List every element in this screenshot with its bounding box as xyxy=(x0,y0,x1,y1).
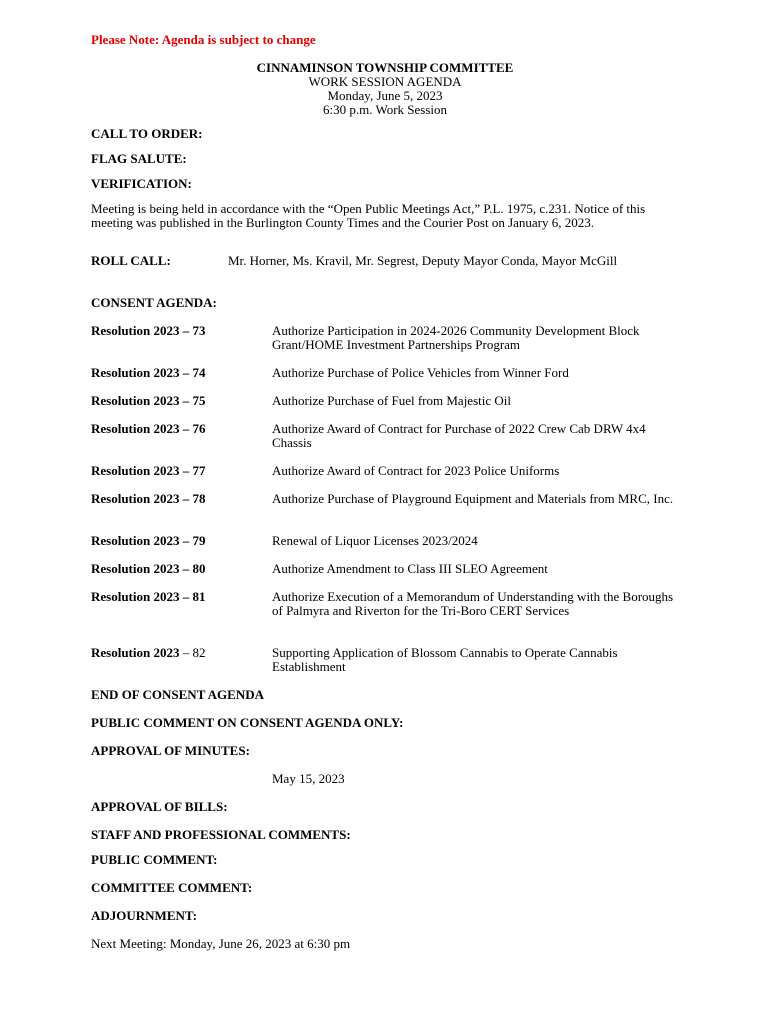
approval-minutes-heading: APPROVAL OF MINUTES: xyxy=(91,743,250,758)
minutes-date: May 15, 2023 xyxy=(272,771,345,786)
staff-comments-heading: STAFF AND PROFESSIONAL COMMENTS: xyxy=(91,827,351,842)
consent-agenda-heading: CONSENT AGENDA: xyxy=(91,295,217,310)
resolution-label-bold: Resolution 2023 xyxy=(91,645,180,660)
verification-heading: VERIFICATION: xyxy=(91,176,192,191)
public-comment-consent-heading: PUBLIC COMMENT ON CONSENT AGENDA ONLY: xyxy=(91,715,404,730)
meeting-date: Monday, June 5, 2023 xyxy=(327,88,443,103)
resolution-label: Resolution 2023 – 81 xyxy=(91,589,206,604)
next-meeting: Next Meeting: Monday, June 26, 2023 at 6:30 pm xyxy=(91,936,351,951)
meeting-time: 6:30 p.m. Work Session xyxy=(322,102,448,117)
resolution-label-number: – 82 xyxy=(179,645,206,660)
call-to-order-heading: CALL TO ORDER: xyxy=(91,126,203,141)
org-title: CINNAMINSON TOWNSHIP COMMITTEE xyxy=(256,60,514,75)
resolution-description: Renewal of Liquor Licenses 2023/2024 xyxy=(272,533,478,548)
resolution-label xyxy=(91,646,261,660)
verification-text: Meeting is being held in accordance with the “Open Public Meetings Act,” P.L. 1975, c.231. Notice of this meeting was published in the Burlington County Times and the Courier Post on January 6, 2023. xyxy=(91,201,646,230)
resolution-description: Authorize Participation in 2024-2026 Community Development Block Grant/HOME Investment Partnerships Program xyxy=(272,323,640,352)
roll-call-members: Mr. Horner, Ms. Kravil, Mr. Segrest, Deputy Mayor Conda, Mayor McGill xyxy=(228,253,618,268)
resolution-label: Resolution 2023 – 74 xyxy=(91,365,206,380)
agenda-title: WORK SESSION AGENDA xyxy=(308,74,462,89)
resolution-description: Authorize Award of Contract for 2023 Police Uniforms xyxy=(272,463,560,478)
agenda-change-notice: Please Note: Agenda is subject to change xyxy=(91,32,316,47)
resolution-label: Resolution 2023 – 75 xyxy=(91,393,206,408)
committee-comment-heading: COMMITTEE COMMENT: xyxy=(91,880,253,895)
end-consent-heading: END OF CONSENT AGENDA xyxy=(91,687,264,702)
resolution-label: Resolution 2023 – 80 xyxy=(91,561,206,576)
public-comment-heading: PUBLIC COMMENT: xyxy=(91,852,218,867)
resolution-description: Authorize Purchase of Police Vehicles from Winner Ford xyxy=(272,365,569,380)
resolution-label: Resolution 2023 – 78 xyxy=(91,491,206,506)
roll-call-heading: ROLL CALL: xyxy=(91,253,171,268)
flag-salute-heading: FLAG SALUTE: xyxy=(91,151,187,166)
approval-bills-heading: APPROVAL OF BILLS: xyxy=(91,799,228,814)
resolution-description: Authorize Amendment to Class III SLEO Agreement xyxy=(272,561,548,576)
resolution-label: Resolution 2023 – 79 xyxy=(91,533,206,548)
resolution-label: Resolution 2023 – 73 xyxy=(91,323,206,338)
adjournment-heading: ADJOURNMENT: xyxy=(91,908,197,923)
resolution-description: Authorize Award of Contract for Purchase of 2022 Crew Cab DRW 4x4 Chassis xyxy=(272,421,646,450)
resolution-description: Supporting Application of Blossom Cannabis to Operate Cannabis Establishment xyxy=(272,645,618,674)
resolution-description: Authorize Purchase of Fuel from Majestic Oil xyxy=(272,393,511,408)
resolution-label: Resolution 2023 – 77 xyxy=(91,463,206,478)
resolution-label: Resolution 2023 – 76 xyxy=(91,421,206,436)
resolution-description: Authorize Purchase of Playground Equipment and Materials from MRC, Inc. xyxy=(272,491,674,506)
resolution-description: Authorize Execution of a Memorandum of Understanding with the Boroughs of Palmyra and Riverton for the Tri-Boro CERT Services xyxy=(272,589,674,618)
